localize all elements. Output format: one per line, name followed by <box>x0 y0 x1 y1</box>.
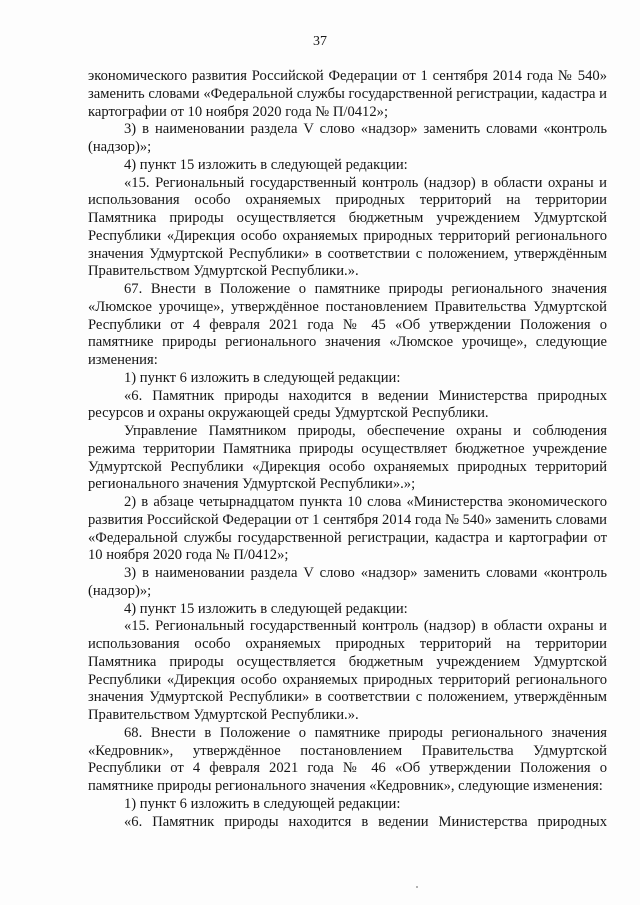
paragraph: «6. Памятник природы находится в ведении Министерства природных <box>124 813 607 830</box>
paragraph: 68. Внести в Положение о памятнике природы регионального значения «Кедровник», утверждённое постановлением Правительства Удмуртской Республики от 4 февраля 2021 года № 46 «Об утверждении Положения о памятнике природы регионального значения «Кедровник», следующие изменения: <box>88 724 607 794</box>
paragraph: 67. Внести в Положение о памятнике природы регионального значения «Люмское урочище», утверждённое постановлением Правительства Удмуртской Республики от 4 февраля 2021 года № 45 «Об утверждении Положения о памятнике природы регионального значения «Люмское урочище», следующие изменения: <box>88 281 607 368</box>
paragraph: 2) в абзаце четырнадцатом пункта 10 слова «Министерства экономического развития Российской Федерации от 1 сентября 2014 года № 540» заменить словами «Федеральной службы государственной регистрации, кадастра и картографии от 10 ноября 2020 года № П/0412»; <box>88 494 607 564</box>
paragraph: 4) пункт 15 изложить в следующей редакции: <box>124 156 408 173</box>
paragraph: «15. Региональный государственный контроль (надзор) в области охраны и использования особо охраняемых природных территорий на территории Памятника природы осуществляется бюджетным учреждением Удмуртской Республики «Дирекция особо охраняемых природных территорий регионального значения Удмуртской Республики» в соответствии с положением, утверждённым Правительством Удмуртской Республики.». <box>88 174 607 280</box>
paragraph: «15. Региональный государственный контроль (надзор) в области охраны и использования особо охраняемых природных территорий на территории Памятника природы осуществляется бюджетным учреждением Удмуртской Республики «Дирекция особо охраняемых природных территорий регионального значения Удмуртской Республики» в соответствии с положением, утверждённым Правительством Удмуртской Республики.». <box>88 618 607 723</box>
paragraph: «6. Памятник природы находится в ведении Министерства природных ресурсов и охраны окружающей среды Удмуртской Республики. <box>88 387 607 422</box>
paragraph: экономического развития Российской Федерации от 1 сентября 2014 года № 540» заменить словами «Федеральной службы государственной регистрации, кадастра и картографии от 10 ноября 2020 года № П/0412»; <box>88 68 607 120</box>
paragraph: 3) в наименовании раздела V слово «надзор» заменить словами «контроль (надзор)»; <box>88 565 607 599</box>
paragraph: 4) пункт 15 изложить в следующей редакции: <box>124 600 408 617</box>
paragraph: Управление Памятником природы, обеспечение охраны и соблюдения режима территории Памятника природы осуществляет бюджетное учреждение Удмуртской Республики «Дирекция особо охраняемых природных территорий регионального значения Удмуртской Республики».»; <box>88 423 607 493</box>
paragraph: 1) пункт 6 изложить в следующей редакции: <box>124 369 401 386</box>
page-number: 37 <box>313 34 327 49</box>
scan-speck <box>416 886 418 888</box>
paragraph: 3) в наименовании раздела V слово «надзор» заменить словами «контроль (надзор)»; <box>88 121 607 155</box>
paragraph: 1) пункт 6 изложить в следующей редакции: <box>124 795 401 812</box>
body-text <box>88 68 607 831</box>
